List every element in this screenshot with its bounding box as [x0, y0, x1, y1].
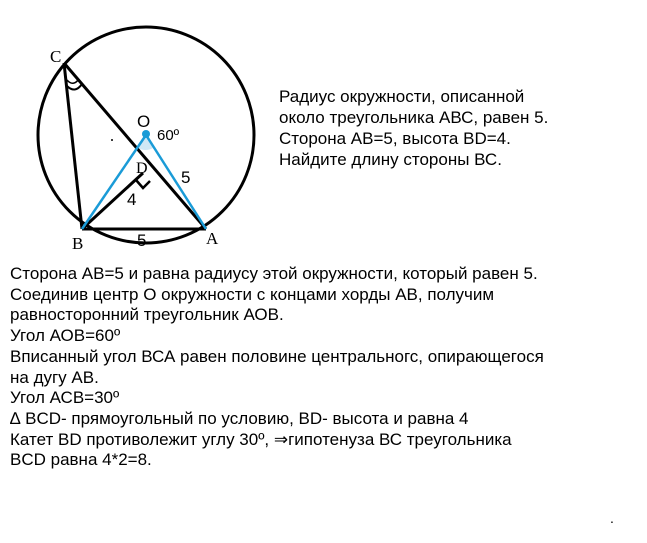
solution-line: ∆ BCD- прямоугольный по условию, BD- высота и равна 4	[10, 408, 469, 428]
label-length-oa: 5	[181, 168, 191, 187]
geometry-figure	[0, 0, 270, 260]
solution-line: Катет BD противолежит углу 30º, ⇒гипотенуза ВС треугольника	[10, 429, 512, 449]
solution-line: Угол АСВ=30º	[10, 388, 120, 408]
problem-line: Сторона АВ=5, высота BD=4.	[279, 129, 511, 148]
solution-line: Сторона АВ=5 и равна радиусу этой окружности, который равен 5.	[10, 264, 538, 283]
label-d: D	[136, 160, 148, 177]
stray-mark: .	[610, 510, 614, 526]
solution-line: Соединив центр О окружности с концами хорды АВ, получим	[10, 284, 495, 304]
stray-dot	[111, 139, 113, 141]
right-angle-mark	[136, 180, 150, 188]
label-length-bd: 4	[127, 190, 137, 209]
label-length-ab: 5	[137, 231, 147, 250]
solution-line: равносторонний треугольник АОВ.	[10, 305, 284, 325]
angle-c-mark	[67, 84, 82, 90]
solution-line: Угол АОВ=60º	[10, 326, 121, 346]
label-o: O	[137, 112, 151, 131]
label-angle-60: 60º	[157, 127, 180, 144]
problem-statement	[279, 86, 629, 170]
center-point	[142, 130, 150, 138]
problem-line: Найдите длину стороны ВС.	[279, 150, 502, 169]
label-a: A	[206, 229, 219, 248]
solution-line: на дугу АВ.	[10, 367, 99, 387]
label-c: C	[50, 47, 62, 66]
label-b: B	[72, 234, 84, 253]
solution-line: Вписанный угол ВСА равен половине центральногс, опирающегося	[10, 346, 544, 366]
radius-oa	[146, 135, 206, 229]
solution-line: BCD равна 4*2=8.	[10, 450, 152, 470]
problem-line: около треугольника АВС, равен 5.	[279, 108, 549, 127]
problem-line: Радиус окружности, описанной	[279, 87, 525, 106]
solution-text	[10, 264, 640, 471]
